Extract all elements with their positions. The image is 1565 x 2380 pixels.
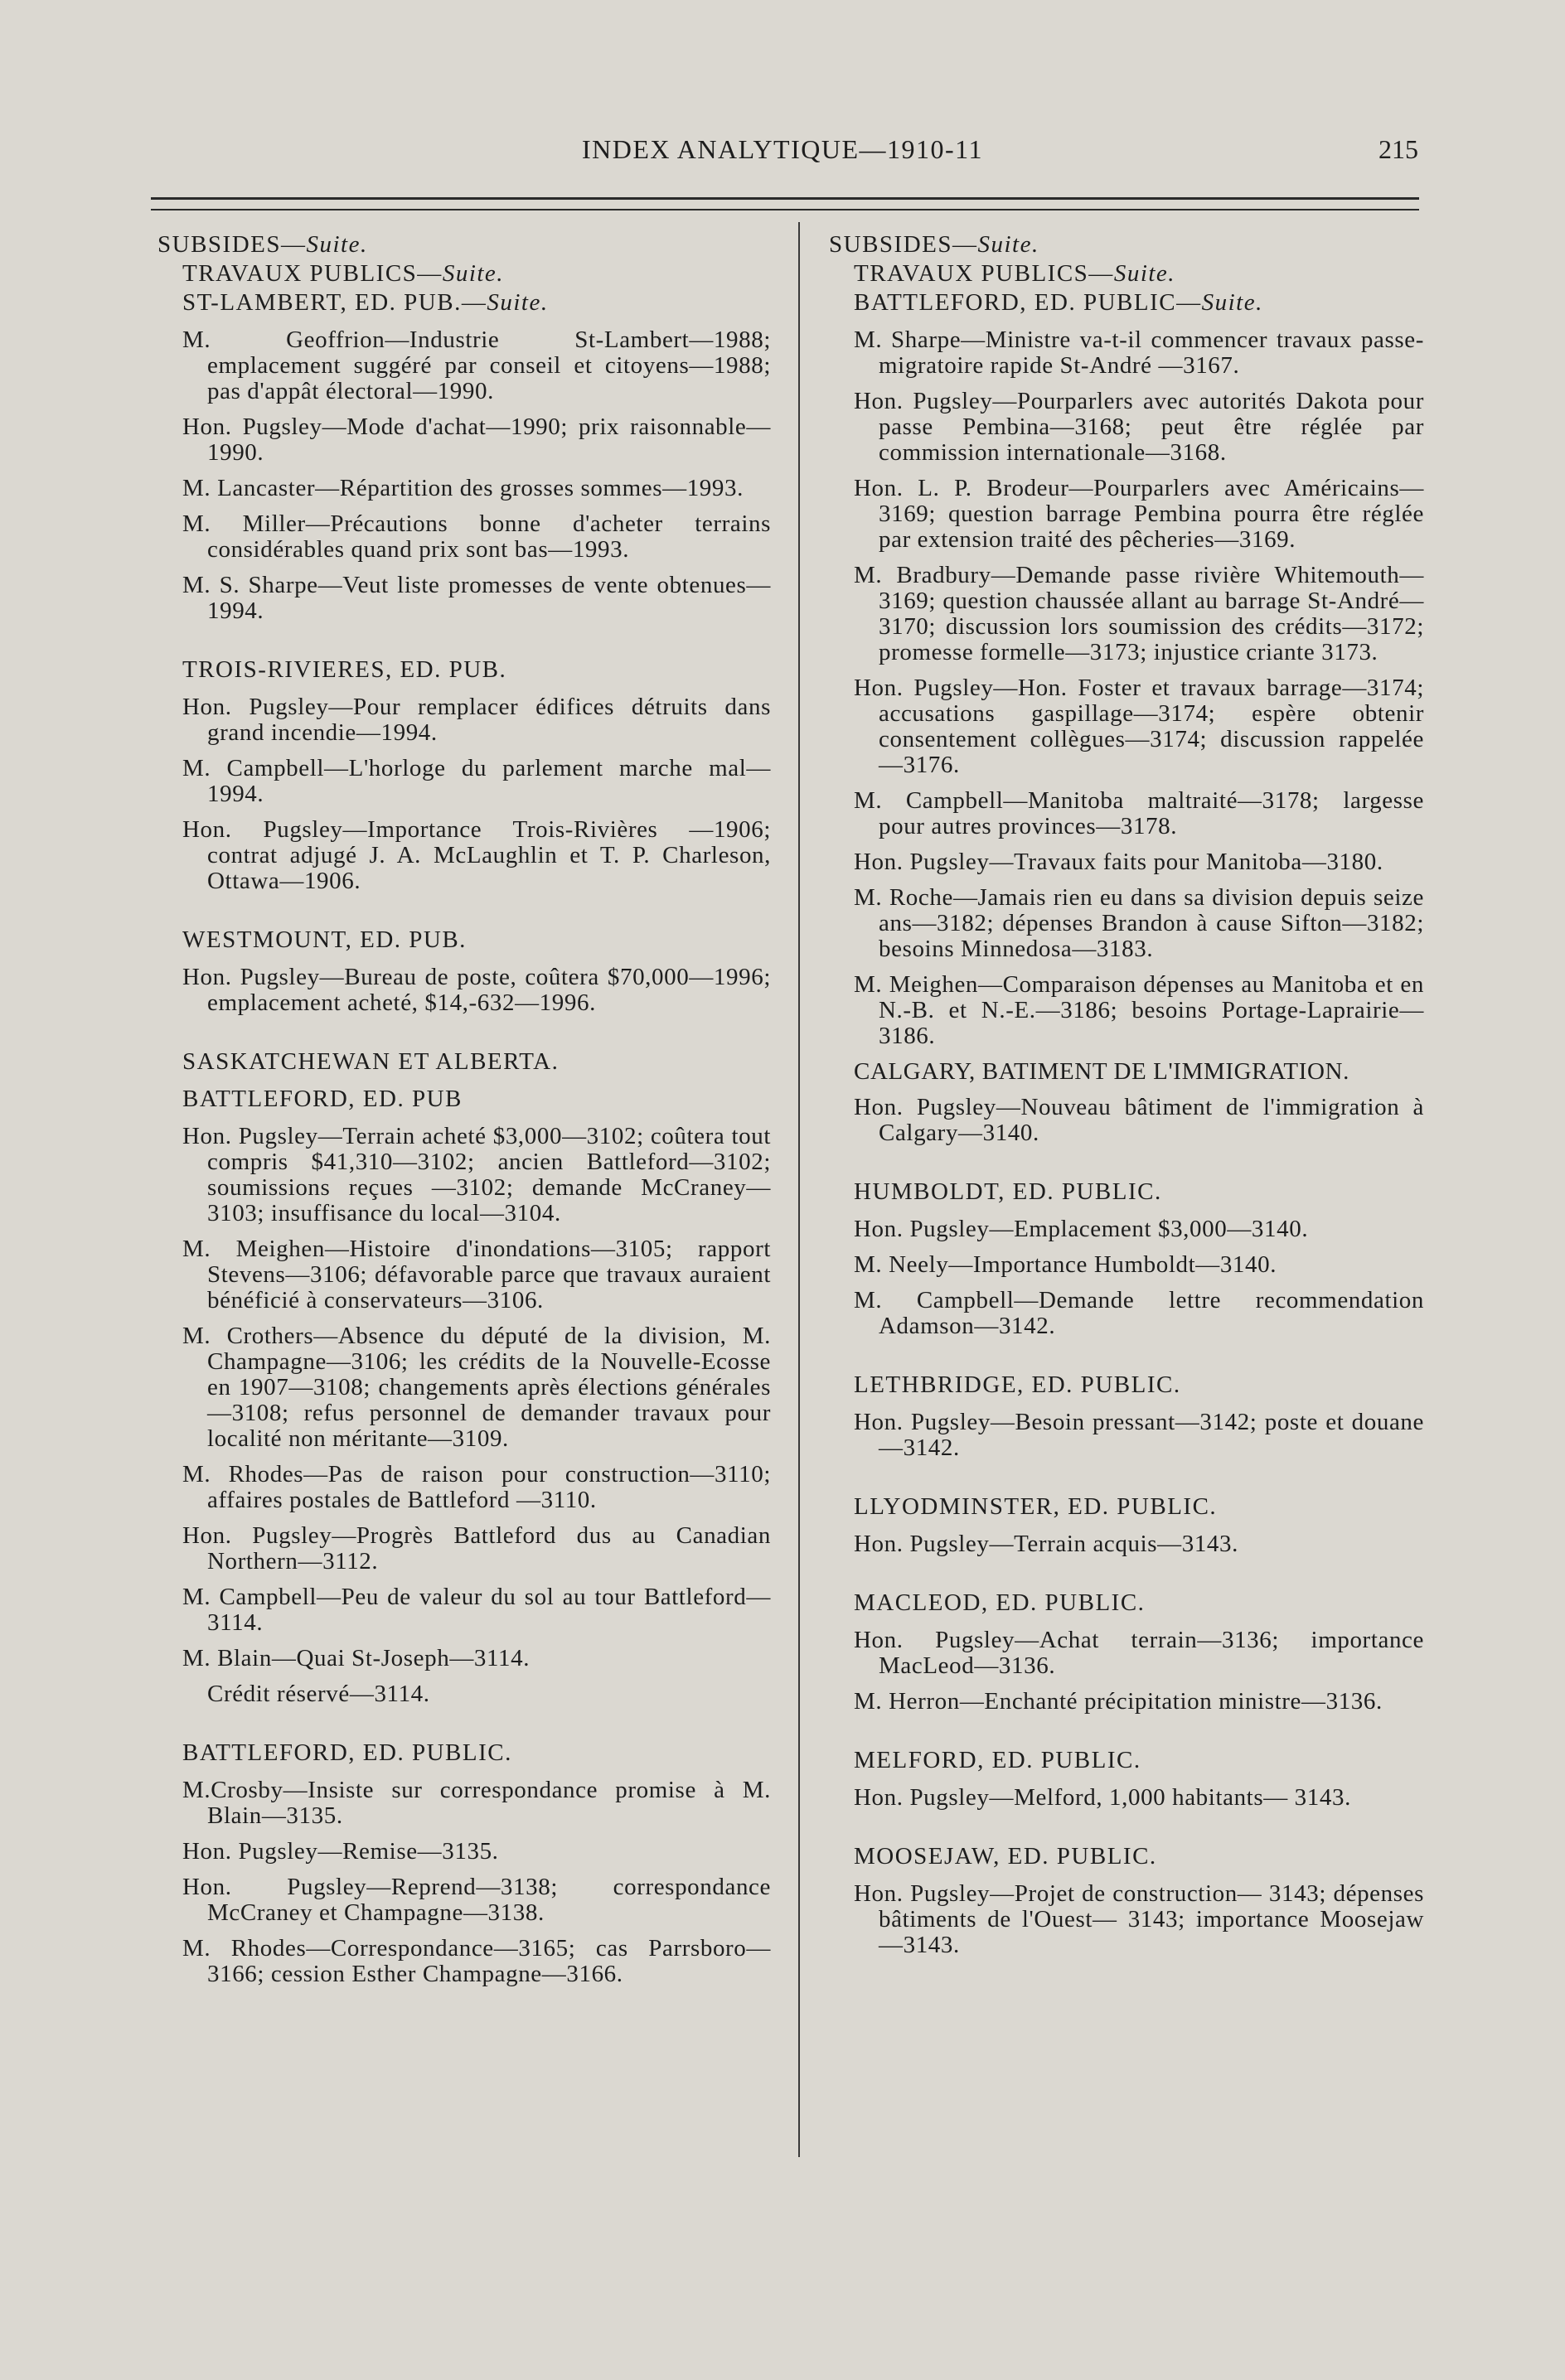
- index-entry: M. Miller—Précautions bonne d'acheter terrains considérables quand prix sont bas—1993.: [182, 510, 771, 563]
- page-number: 215: [1378, 134, 1418, 164]
- index-entry: Hon. Pugsley—Besoin pressant—3142; poste et douane—3142.: [854, 1409, 1424, 1461]
- index-entry: Hon. Pugsley—Pourparlers avec autorités Dakota pour passe Pembina—3168; peut être réglée par commission internationale—3168.: [854, 388, 1424, 466]
- index-entry: Hon. Pugsley—Remise—3135.: [182, 1838, 499, 1865]
- column-divider: [798, 222, 800, 2157]
- index-entry: Hon. Pugsley—Melford, 1,000 habitants— 3143.: [854, 1784, 1351, 1811]
- right-column: [829, 232, 1424, 1968]
- section-heading-trois-rivieres: TROIS-RIVIERES, ED. PUB.: [182, 656, 507, 683]
- index-entry: Hon. Pugsley—Pour remplacer édifices détruits dans grand incendie—1994.: [182, 694, 771, 746]
- index-entry: M. Blain—Quai St-Joseph—3114.: [182, 1645, 531, 1671]
- index-entry: M. Geoffrion—Industrie St-Lambert—1988; emplacement suggéré par conseil et citoyens—1988; pas d'appât électoral—1990.: [182, 327, 771, 404]
- index-entry: M. Bradbury—Demande passe rivière Whitemouth—3169; question chaussée allant au barrage St-André—3170; discussion lors soumission des crédits—3172; promesse formelle—3173; injustice criante 3173.: [854, 562, 1424, 665]
- index-entry: Hon. Pugsley—Projet de construction— 3143; dépenses bâtiments de l'Ouest— 3143; importance Moosejaw—3143.: [854, 1880, 1424, 1958]
- index-entry: M. Meighen—Histoire d'inondations—3105; rapport Stevens—3106; défavorable parce que travaux auraient bénéficié à conservateurs—3106.: [182, 1236, 771, 1313]
- index-entry: M. Campbell—Demande lettre recommendation Adamson—3142.: [854, 1287, 1424, 1339]
- heading-battleford: [854, 290, 1424, 316]
- index-entry: Hon. L. P. Brodeur—Pourparlers avec Américains—3169; question barrage Pembina pourra être réglée par extension traité des pêcheries—3169.: [854, 475, 1424, 553]
- index-entry: Hon. Pugsley—Reprend—3138; correspondance McCraney et Champagne—3138.: [182, 1874, 771, 1926]
- heading-text: SUBSIDES—: [829, 231, 978, 258]
- suite-label: Suite.: [977, 231, 1039, 258]
- section-heading-battleford-public: BATTLEFORD, ED. PUBLIC.: [182, 1739, 512, 1766]
- index-entry: M. S. Sharpe—Veut liste promesses de vente obtenues—1994.: [182, 572, 771, 624]
- suite-label: Suite.: [306, 231, 368, 258]
- index-entry: M. Rhodes—Pas de raison pour construction—3110; affaires postales de Battleford —3110.: [182, 1461, 771, 1513]
- heading-travaux-publics: [182, 261, 771, 287]
- credit-reserve-line: Crédit réservé—3114.: [207, 1681, 430, 1707]
- index-entry: M.Crosby—Insiste sur correspondance promise à M. Blain—3135.: [182, 1777, 771, 1829]
- section-heading-lethbridge: LETHBRIDGE, ED. PUBLIC.: [854, 1371, 1181, 1398]
- index-entry: Hon. Pugsley—Emplacement $3,000—3140.: [854, 1216, 1309, 1242]
- index-entry: Hon. Pugsley—Mode d'achat—1990; prix raisonnable—1990.: [182, 414, 771, 466]
- section-heading-melford: MELFORD, ED. PUBLIC.: [854, 1747, 1141, 1773]
- index-entry: M. Lancaster—Répartition des grosses sommes—1993.: [182, 475, 744, 501]
- index-entry: M. Roche—Jamais rien eu dans sa division depuis seize ans—3182; dépenses Brandon à cause Sifton—3182; besoins Minnedosa—3183.: [854, 884, 1424, 962]
- index-entry: M. Herron—Enchanté précipitation ministre—3136.: [854, 1688, 1383, 1715]
- header-rule-thick: [151, 197, 1419, 200]
- index-entry: Hon. Pugsley—Nouveau bâtiment de l'immigration à Calgary—3140.: [854, 1094, 1424, 1146]
- index-entry: Hon. Pugsley—Bureau de poste, coûtera $70,000—1996; emplacement acheté, $14,-632—1996.: [182, 964, 771, 1016]
- suite-label: Suite.: [1113, 260, 1176, 287]
- suite-label: Suite.: [1201, 289, 1263, 316]
- section-heading-moosejaw: MOOSEJAW, ED. PUBLIC.: [854, 1843, 1157, 1870]
- suite-label: Suite.: [487, 289, 549, 316]
- section-heading-macleod: MACLEOD, ED. PUBLIC.: [854, 1589, 1146, 1616]
- index-entry: M. Campbell—Manitoba maltraité—3178; largesse pour autres provinces—3178.: [854, 787, 1424, 839]
- heading-text: BATTLEFORD, ED. PUBLIC—: [854, 289, 1202, 316]
- index-entry: M. Campbell—L'horloge du parlement marche mal—1994.: [182, 755, 771, 807]
- header-rule-thin: [151, 209, 1419, 210]
- index-entry: Hon. Pugsley—Progrès Battleford dus au Canadian Northern—3112.: [182, 1522, 771, 1575]
- heading-travaux-publics: [854, 261, 1424, 287]
- running-head: INDEX ANALYTIQUE—1910-11: [582, 134, 983, 164]
- index-entry: M. Crothers—Absence du député de la division, M. Champagne—3106; les crédits de la Nouvelle-Ecosse en 1907—3108; changements après élections générales—3108; refus personnel de demander travaux pour localité non méritante—3109.: [182, 1323, 771, 1452]
- suite-label: Suite.: [442, 260, 505, 287]
- section-heading-humboldt: HUMBOLDT, ED. PUBLIC.: [854, 1178, 1162, 1205]
- index-entry: M. Campbell—Peu de valeur du sol au tour Battleford—3114.: [182, 1584, 771, 1636]
- section-heading-lloydminster: LLYODMINSTER, ED. PUBLIC.: [854, 1493, 1218, 1520]
- index-entry: Hon. Pugsley—Travaux faits pour Manitoba—3180.: [854, 849, 1383, 875]
- index-entry: Hon. Pugsley—Terrain acheté $3,000—3102; coûtera tout compris $41,310—3102; ancien Battleford—3102; soumissions reçues —3102; demande McCraney—3103; insuffisance du local—3104.: [182, 1123, 771, 1226]
- index-entry: M. Rhodes—Correspondance—3165; cas Parrsboro—3166; cession Esther Champagne—3166.: [182, 1935, 771, 1987]
- section-heading-saskatchewan-alberta: SASKATCHEWAN ET ALBERTA.: [182, 1048, 560, 1075]
- index-entry: Hon. Pugsley—Achat terrain—3136; importance MacLeod—3136.: [854, 1627, 1424, 1679]
- index-entry: Hon. Pugsley—Importance Trois-Rivières —1906; contrat adjugé J. A. McLaughlin et T. P. Charleson, Ottawa—1906.: [182, 816, 771, 894]
- index-entry: Hon. Pugsley—Hon. Foster et travaux barrage—3174; accusations gaspillage—3174; espère obtenir consentement collègues—3174; discussion rappelée—3176.: [854, 675, 1424, 778]
- heading-text: SUBSIDES—: [157, 231, 307, 258]
- index-entry: M. Sharpe—Ministre va-t-il commencer travaux passe-migratoire rapide St-André —3167.: [854, 327, 1424, 379]
- index-entry: M. Meighen—Comparaison dépenses au Manitoba et en N.-B. et N.-E.—3186; besoins Portage-Laprairie—3186.: [854, 971, 1424, 1049]
- section-heading-battleford-pub: BATTLEFORD, ED. PUB: [182, 1086, 463, 1112]
- heading-st-lambert: [182, 290, 771, 316]
- heading-subsides: [157, 232, 771, 258]
- index-entry: M. Neely—Importance Humboldt—3140.: [854, 1251, 1277, 1278]
- heading-subsides: [829, 232, 1424, 258]
- heading-text: TRAVAUX PUBLICS—: [182, 260, 443, 287]
- section-heading-calgary: CALGARY, BATIMENT DE L'IMMIGRATION.: [854, 1058, 1349, 1085]
- left-column: [157, 232, 771, 1997]
- index-entry: Hon. Pugsley—Terrain acquis—3143.: [854, 1531, 1238, 1557]
- heading-text: TRAVAUX PUBLICS—: [854, 260, 1114, 287]
- section-heading-westmount: WESTMOUNT, ED. PUB.: [182, 926, 467, 953]
- heading-text: ST-LAMBERT, ED. PUB.—: [182, 289, 487, 316]
